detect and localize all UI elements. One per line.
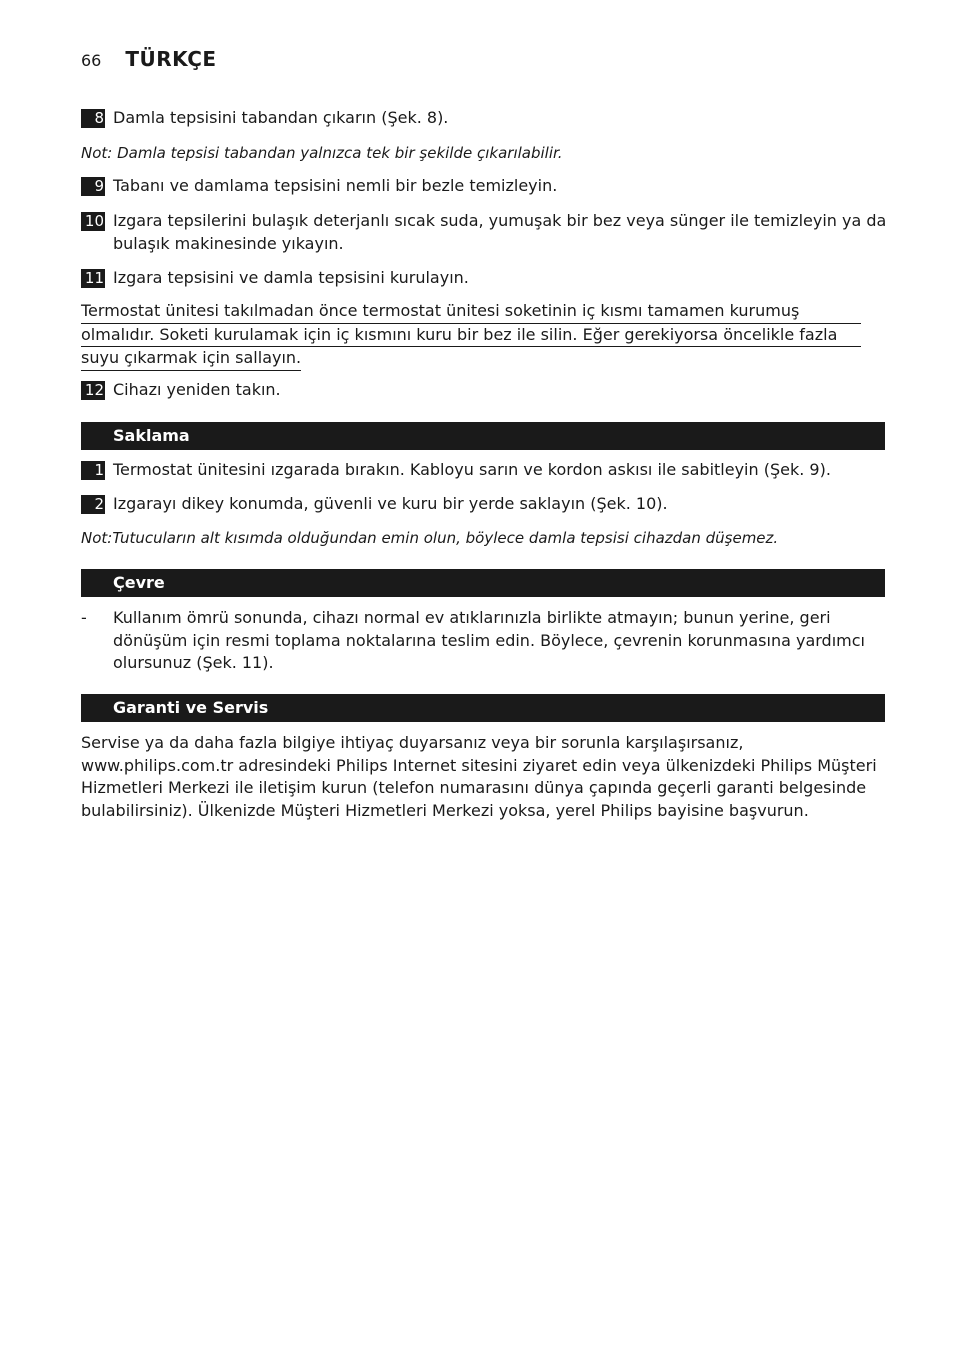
warranty-paragraph xyxy=(81,732,887,822)
step-number: 9 xyxy=(81,177,105,196)
step-text: Termostat ünitesini ızgarada bırakın. Kabloyu sarın ve kordon askısı ile sabitleyin (Şek. 9). xyxy=(113,460,831,479)
storage-step-1 xyxy=(81,459,887,482)
page-number: 66 xyxy=(81,51,102,70)
environment-bullet xyxy=(81,607,887,675)
warning-text xyxy=(81,300,861,371)
note-storage: Not:Tutucuların alt kısımda olduğundan emin olun, böylece damla tepsisi cihazdan düşemez. xyxy=(81,529,779,547)
step-number: 1 xyxy=(81,461,105,480)
step-number: 10 xyxy=(81,212,105,231)
section-heading-storage: Saklama xyxy=(81,422,885,450)
step-text: Izgara tepsisini ve damla tepsisini kurulayın. xyxy=(113,268,469,287)
step-text: Cihazı yeniden takın. xyxy=(113,380,281,399)
step-text: Izgara tepsilerini bulaşık deterjanlı sıcak suda, yumuşak bir bez veya sünger ile temizleyin ya da bulaşık makinesinde yıkayın. xyxy=(113,211,887,253)
section-heading-environment: Çevre xyxy=(81,569,885,597)
section-heading-warranty: Garanti ve Servis xyxy=(81,694,885,722)
bullet-marker: - xyxy=(81,608,87,627)
step-text: Izgarayı dikey konumda, güvenli ve kuru bir yerde saklayın (Şek. 10). xyxy=(113,494,668,513)
warning-line: suyu çıkarmak için sallayın. xyxy=(81,347,301,371)
step-number: 11 xyxy=(81,269,105,288)
warning-line: olmalıdır. Soketi kurulamak için iç kısmını kuru bir bez ile silin. Eğer gerekiyorsa öncelikle fazla xyxy=(81,324,861,348)
step-text: Tabanı ve damlama tepsisini nemli bir bezle temizleyin. xyxy=(113,176,558,195)
step-number: 2 xyxy=(81,495,105,514)
warranty-text-end: adresindeki Philips Internet sitesini ziyaret edin veya ülkenizdeki Philips Müşteri Hizmetleri Merkezi ile iletişim kurun (telefon numarasını dünya çapında geçerli garanti belgesinde bulabilirsiniz). Ülkenizde Müşteri Hizmetleri Merkezi yoksa, yerel Philips bayisine başvurun. xyxy=(81,755,877,820)
philips-website-link[interactable]: www.philips.com.tr xyxy=(81,755,234,775)
step-text: Damla tepsisini tabandan çıkarın (Şek. 8). xyxy=(113,108,449,127)
bullet-text: Kullanım ömrü sonunda, cihazı normal ev atıklarınızla birlikte atmayın; bunun yerine, geri dönüşüm için resmi toplama noktalarına teslim edin. Böylece, çevrenin korunmasına yardımcı olursunuz (Şek. 11). xyxy=(113,608,865,672)
storage-step-2 xyxy=(81,493,887,516)
warning-line: Termostat ünitesi takılmadan önce termostat ünitesi soketinin iç kısmı tamamen kurumuş xyxy=(81,300,861,324)
page-language-title: TÜRKÇE xyxy=(125,47,217,71)
note-drip-tray: Not: Damla tepsisi tabandan yalnızca tek bir şekilde çıkarılabilir. xyxy=(81,144,563,162)
step-number: 12 xyxy=(81,381,105,400)
step-8 xyxy=(81,107,887,130)
step-9 xyxy=(81,175,887,198)
page-header xyxy=(81,47,217,71)
step-10 xyxy=(81,210,887,255)
step-12 xyxy=(81,379,887,402)
step-11 xyxy=(81,267,887,290)
warranty-text-start: Servise ya da daha fazla bilgiye ihtiyaç duyarsanız veya bir sorunla karşılaşırsanız, xyxy=(81,733,744,752)
step-number: 8 xyxy=(81,109,105,128)
